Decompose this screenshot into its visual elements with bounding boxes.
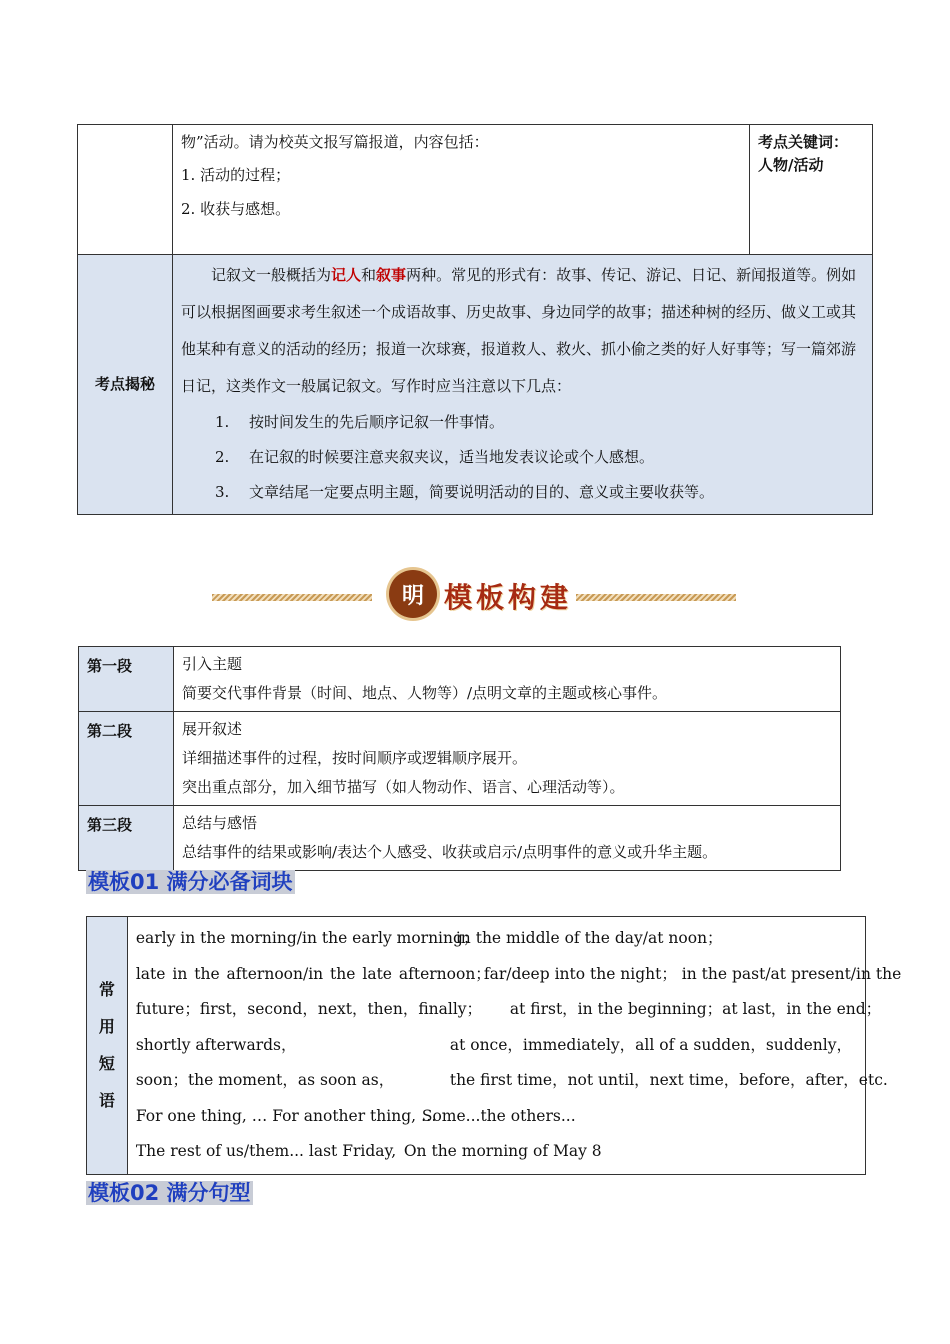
keyword-cell bbox=[750, 125, 873, 255]
section-heading-1 bbox=[86, 866, 295, 896]
task-line: 1. 活动的过程； bbox=[181, 166, 291, 185]
task-line: 物”活动。请为校英文报写篇报道，内容包括： bbox=[181, 133, 489, 151]
label-char: 语 bbox=[98, 1091, 115, 1111]
row-label: 第二段 bbox=[79, 712, 174, 806]
analysis-label: 考点揭秘 bbox=[78, 255, 173, 515]
list-text: 文章结尾一定要点明主题，简要说明活动的目的、意义或主要收获等。 bbox=[249, 483, 715, 501]
phrases-content bbox=[127, 917, 902, 1175]
analysis-text: 记叙文一般概括为 bbox=[211, 266, 332, 284]
phrase: The rest of us/them... last Friday, bbox=[135, 1142, 397, 1160]
phrase-line bbox=[136, 921, 857, 957]
row-line: 详细描述事件的过程，按时间顺序或逻辑顺序展开。 bbox=[182, 749, 528, 767]
phrase: Some...the others... bbox=[421, 1106, 576, 1125]
heading-text: 模板02 满分句型 bbox=[88, 1181, 251, 1205]
list-number: 1. bbox=[215, 413, 230, 431]
row-line: 总结与感悟 bbox=[182, 814, 258, 832]
row-line: 引入主题 bbox=[182, 655, 243, 673]
list-item bbox=[181, 440, 862, 475]
task-line: 2. 收获与感想。 bbox=[181, 199, 291, 218]
list-item bbox=[181, 405, 862, 440]
list-number: 2. bbox=[215, 448, 230, 466]
list-item bbox=[181, 475, 862, 510]
topic-table bbox=[77, 124, 873, 515]
phrase-line bbox=[136, 1028, 857, 1064]
analysis-text: 和 bbox=[361, 266, 377, 284]
section-banner bbox=[212, 564, 738, 626]
analysis-cell bbox=[173, 255, 873, 515]
keyword-value: 人物/活动 bbox=[758, 156, 824, 175]
phrase: soon；the moment，as soon as， bbox=[135, 1071, 395, 1089]
banner-rule-right bbox=[576, 594, 736, 601]
phrase: far/deep into the night； in the past/at present/in the bbox=[483, 964, 902, 983]
phrase-line bbox=[136, 1134, 857, 1170]
banner-title: 模板构建 bbox=[444, 581, 573, 614]
table-row bbox=[79, 647, 841, 712]
row-content bbox=[174, 647, 841, 712]
phrase: the first time，not until，next time，before，after，etc. bbox=[449, 1071, 888, 1089]
task-cell bbox=[173, 125, 750, 255]
phrase-line bbox=[135, 1063, 888, 1099]
phrase: future；first，second，next，then，finally； bbox=[135, 1000, 483, 1018]
banner-rule-left bbox=[212, 594, 372, 601]
phrase: For one thing, … For another thing, … bbox=[135, 1106, 437, 1125]
highlight-term: 叙事 bbox=[376, 266, 407, 284]
points-list bbox=[181, 405, 862, 510]
row-content bbox=[174, 712, 841, 806]
template-table bbox=[78, 646, 841, 871]
list-text: 按时间发生的先后顺序记叙一件事情。 bbox=[249, 413, 505, 431]
phrase-line bbox=[135, 992, 882, 1028]
row-line: 突出重点部分，加入细节描写（如人物动作、语言、心理活动等）。 bbox=[182, 778, 625, 796]
phrase-line bbox=[135, 957, 902, 993]
phrases-label bbox=[87, 917, 128, 1175]
phrase-line bbox=[136, 1099, 857, 1135]
highlight-term: 记人 bbox=[331, 266, 362, 284]
row-line: 总结事件的结果或影响/表达个人感受、收获或启示/点明事件的意义或升华主题。 bbox=[182, 843, 718, 861]
table-row bbox=[79, 806, 841, 871]
banner-badge: 明 bbox=[389, 570, 437, 618]
analysis-paragraph bbox=[181, 257, 862, 405]
row-line: 简要交代事件背景（时间、地点、人物等）/点明文章的主题或核心事件。 bbox=[182, 684, 668, 702]
row-content bbox=[174, 806, 841, 871]
list-number: 3. bbox=[215, 483, 230, 501]
phrase: in the middle of the day/at noon； bbox=[455, 929, 723, 947]
section-heading-2 bbox=[86, 1177, 253, 1207]
row-line: 展开叙述 bbox=[182, 720, 243, 738]
heading-text: 模板01 满分必备词块 bbox=[88, 870, 293, 894]
phrase: late in the afternoon/in the late afternoon； bbox=[135, 964, 491, 983]
label-char: 短 bbox=[98, 1054, 115, 1074]
phrase: at first，in the beginning；at last，in the end； bbox=[509, 1000, 882, 1018]
phrase: at once，immediately，all of a sudden，suddenly， bbox=[449, 1035, 853, 1054]
phrase: On the morning of May 8 bbox=[403, 1142, 602, 1160]
label-char: 用 bbox=[98, 1017, 115, 1037]
label-char: 常 bbox=[98, 980, 115, 1000]
phrase: early in the morning/in the early morning； bbox=[135, 929, 479, 947]
phrase: shortly afterwards， bbox=[135, 1035, 297, 1054]
table-row bbox=[79, 712, 841, 806]
row-label: 第三段 bbox=[79, 806, 174, 871]
keyword-title: 考点关键词： bbox=[758, 133, 849, 151]
row-label: 第一段 bbox=[79, 647, 174, 712]
empty-cell bbox=[78, 125, 173, 255]
list-text: 在记叙的时候要注意夹叙夹议，适当地发表议论或个人感想。 bbox=[249, 448, 655, 466]
analysis-text: 两种。常见的形式有：故事、传记、游记、日记、新闻报道等。例如可以根据图画要求考生叙述一个成语故事、历史故事、身边同学的故事；描述种树的经历、做义工或其他某种有意义的活动的经历；报道一次球赛，报道救人、救火、抓小偷之类的好人好事等；写一篇郊游日记，这类作文一般属记叙文。写作时应当注意以下几点： bbox=[181, 266, 857, 395]
phrases-table bbox=[86, 916, 902, 1175]
